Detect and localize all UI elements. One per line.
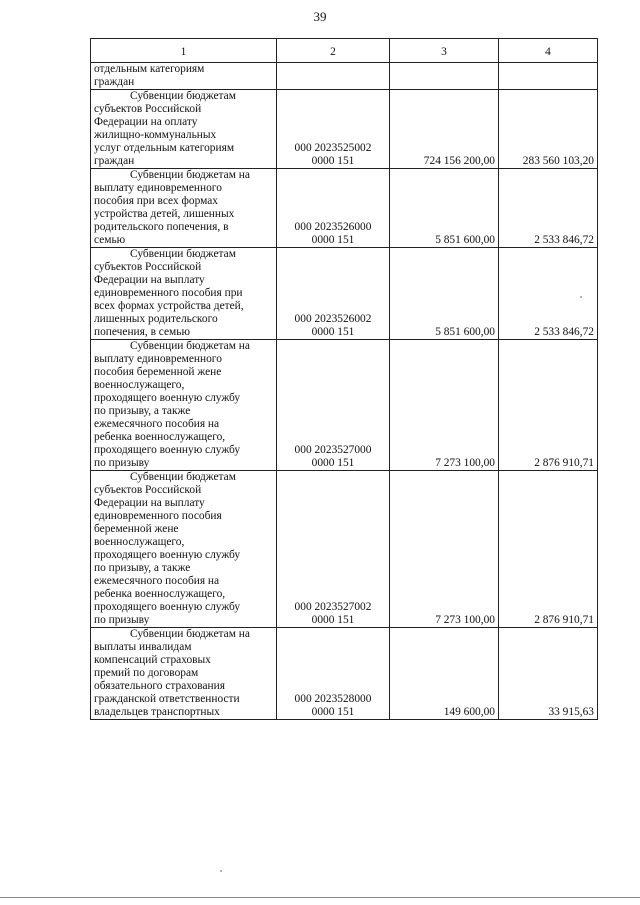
indicator-name-line: компенсаций страховых	[94, 654, 211, 666]
budget-code-line: 000 2023527000	[294, 444, 372, 456]
indicator-name-line: ежемесячного пособия на	[94, 418, 220, 430]
indicator-name-line: Субвенции бюджетам на	[130, 340, 250, 352]
planned-amount: 149 600,00	[390, 628, 499, 720]
budget-code-line: 000 2023527002	[294, 601, 372, 613]
indicator-name-line: выплаты инвалидам	[94, 641, 192, 653]
executed-amount: 33 915,63	[499, 628, 598, 720]
indicator-name-line: единовременного пособия	[94, 510, 222, 522]
indicator-name-line: проходящего военную службу	[94, 392, 241, 404]
indicator-name-line: устройства детей, лишенных	[94, 208, 235, 220]
indicator-name-line: всех формах устройства детей,	[94, 300, 244, 312]
budget-code	[277, 628, 390, 720]
planned-amount: 7 273 100,00	[390, 471, 499, 628]
executed-amount: 2 876 910,71	[499, 340, 598, 471]
indicator-name-line: Федерации на выплату	[94, 274, 205, 286]
continuation-line: отдельным категориям	[94, 63, 205, 75]
column-header-4: 4	[499, 39, 598, 63]
indicator-name-line: лишенных родительского	[94, 313, 218, 325]
planned-amount: 5 851 600,00	[390, 169, 499, 248]
budget-code-line: 000 2023528000	[294, 693, 372, 705]
budget-code	[277, 90, 390, 169]
table-row	[91, 248, 598, 340]
indicator-name-line: обязательного страхования	[94, 680, 225, 692]
budget-code-line: 000 2023526002	[294, 313, 372, 325]
indicator-name-line: Субвенции бюджетам на	[130, 169, 250, 181]
budget-code	[277, 248, 390, 340]
empty-cell	[390, 63, 499, 90]
indicator-name-line: беременной жене	[94, 523, 179, 535]
indicator-name-line: граждан	[94, 155, 135, 167]
indicator-name-line: субъектов Российской	[94, 103, 202, 115]
table-row	[91, 340, 598, 471]
indicator-name-line: ребенка военнослужащего,	[94, 588, 226, 600]
table-row	[91, 90, 598, 169]
indicator-name-line: выплату единовременного	[94, 182, 222, 194]
indicator-name-line: Федерации на выплату	[94, 497, 205, 509]
continuation-row	[91, 63, 598, 90]
table-row	[91, 471, 598, 628]
empty-cell	[499, 63, 598, 90]
indicator-name-line: проходящего военную службу	[94, 549, 241, 561]
budget-code-line: 000 2023526000	[294, 221, 372, 233]
indicator-name-line: по призыву, а также	[94, 405, 191, 417]
indicator-name-line: пособия беременной жене	[94, 366, 222, 378]
indicator-name-line: проходящего военную службу	[94, 601, 241, 613]
budget-code-line: 0000 151	[311, 155, 355, 167]
indicator-name-line: по призыву	[94, 457, 150, 469]
budget-code	[277, 340, 390, 471]
indicator-name-line: Субвенции бюджетам	[130, 471, 236, 483]
executed-amount: 2 876 910,71	[499, 471, 598, 628]
table-row	[91, 628, 598, 720]
indicator-name-line: выплату единовременного	[94, 353, 222, 365]
indicator-name-line: военнослужащего,	[94, 379, 185, 391]
budget-code-line: 0000 151	[311, 706, 355, 718]
continuation-line: граждан	[94, 76, 135, 88]
scan-speck	[220, 870, 222, 872]
executed-amount: 2 533 846,72	[499, 248, 598, 340]
budget-code-line: 0000 151	[311, 614, 355, 626]
indicator-name-line: услуг отдельным категориям	[94, 142, 235, 154]
indicator-name-line: семью	[94, 234, 126, 246]
scan-speck	[580, 296, 582, 298]
executed-amount: 283 560 103,20	[499, 90, 598, 169]
indicator-name	[91, 340, 277, 471]
indicator-name-line: Субвенции бюджетам	[130, 248, 236, 260]
budget-table	[90, 38, 598, 720]
indicator-name-line: ежемесячного пособия на	[94, 575, 220, 587]
empty-cell	[277, 63, 390, 90]
table-row	[91, 169, 598, 248]
column-header-3: 3	[390, 39, 499, 63]
column-header-1: 1	[91, 39, 277, 63]
indicator-name-line: военнослужащего,	[94, 536, 185, 548]
indicator-name	[91, 248, 277, 340]
indicator-name	[91, 471, 277, 628]
indicator-name-line: проходящего военную службу	[94, 444, 241, 456]
planned-amount: 7 273 100,00	[390, 340, 499, 471]
indicator-name-line: единовременного пособия при	[94, 287, 243, 299]
indicator-name-line: жилищно-коммунальных	[94, 129, 217, 141]
budget-code-line: 0000 151	[311, 234, 355, 246]
indicator-name-line: Субвенции бюджетам	[130, 90, 236, 102]
planned-amount: 724 156 200,00	[390, 90, 499, 169]
page-bottom-edge	[0, 897, 640, 898]
budget-code-line: 0000 151	[311, 457, 355, 469]
indicator-name-line: попечения, в семью	[94, 326, 190, 338]
indicator-name-line: субъектов Российской	[94, 261, 202, 273]
indicator-name-line: премий по договорам	[94, 667, 199, 679]
indicator-name-line: гражданской ответственности	[94, 693, 240, 705]
indicator-name-line: Федерации на оплату	[94, 116, 198, 128]
indicator-name-line: по призыву, а также	[94, 562, 191, 574]
page-number: 39	[313, 9, 327, 24]
indicator-name	[91, 90, 277, 169]
indicator-name-line: владельцев транспортных	[94, 706, 220, 718]
continuation-text	[91, 63, 277, 90]
column-header-2: 2	[277, 39, 390, 63]
header-row	[91, 39, 598, 63]
executed-amount: 2 533 846,72	[499, 169, 598, 248]
budget-code-line: 0000 151	[311, 326, 355, 338]
indicator-name-line: субъектов Российской	[94, 484, 202, 496]
indicator-name-line: Субвенции бюджетам на	[130, 628, 250, 640]
indicator-name-line: пособия при всех формах	[94, 195, 218, 207]
budget-code	[277, 471, 390, 628]
indicator-name-line: по призыву	[94, 614, 150, 626]
indicator-name-line: родительского попечения, в	[94, 221, 229, 233]
indicator-name-line: ребенка военнослужащего,	[94, 431, 226, 443]
budget-code	[277, 169, 390, 248]
budget-code-line: 000 2023525002	[294, 142, 372, 154]
planned-amount: 5 851 600,00	[390, 248, 499, 340]
indicator-name	[91, 169, 277, 248]
indicator-name	[91, 628, 277, 720]
